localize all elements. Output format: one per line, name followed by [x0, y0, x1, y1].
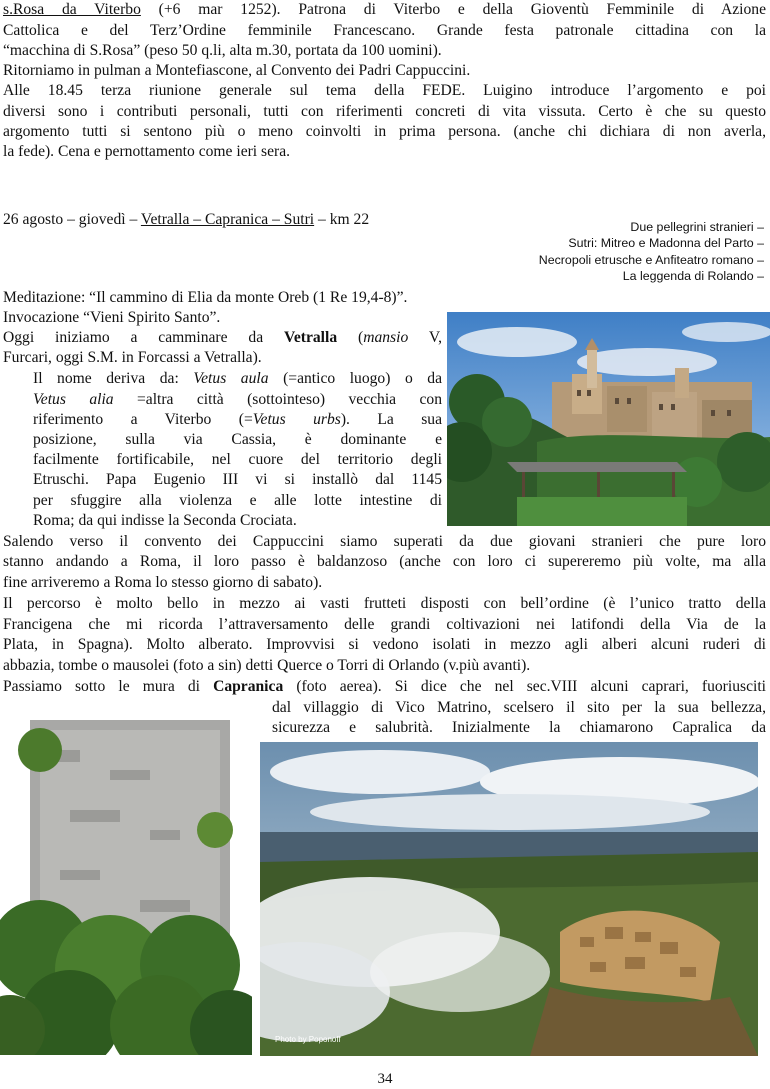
capranica-line-1: [3, 677, 766, 696]
salendo-line-3: fine arriveremo a Roma lo stesso giorno di sabato).: [3, 574, 323, 591]
caption-1: Due pellegrini stranieri –: [630, 220, 764, 234]
vetralla-bold: Vetralla: [284, 329, 338, 346]
intro-line-4: Ritorniamo in pulman a Montefiascone, al Convento dei Padri Cappuccini.: [3, 62, 471, 79]
oggi-line: [3, 328, 442, 347]
vetralla-photo: [447, 312, 770, 526]
nome-line-4: posizione, sulla via Cassia, è dominante e: [33, 431, 442, 448]
capranica-aerial-image: [260, 742, 758, 1056]
intro-line-1-rest: (+6 mar 1252). Patrona di Viterbo e della Gioventù Femminile di Azione: [158, 1, 766, 18]
day-heading-date: 26 agosto – giovedì –: [3, 211, 138, 228]
percorso-line-1: Il percorso è molto bello in mezzo ai vasti frutteti disposti con bell’ordine (è l’unico tratto della: [3, 595, 766, 612]
vetus-alia: Vetus alia: [33, 391, 114, 408]
oggi-text-2: V,: [428, 329, 443, 346]
caption-3: Necropoli etrusche e Anfiteatro romano –: [538, 253, 764, 267]
photo-credit: Photo by Poponoff: [275, 1035, 341, 1044]
intro-line-7: argomento tutti si sentono più o meno coinvolti in prima persona. (anche chi dichiara di non averla,: [3, 123, 766, 140]
nome-line-3-b: ). La sua: [340, 411, 443, 428]
furcari-line: Furcari, oggi S.M. in Forcassi a Vetralla).: [3, 349, 262, 366]
percorso-line-4: abbazia, tombe o mausolei (foto a sin) detti Querce o Torri di Orlando (v.più avanti).: [3, 657, 531, 674]
nome-line-1: [33, 369, 442, 388]
oggi-paren: (: [358, 329, 364, 346]
intro-line-8: la fede). Cena e pernottamento come ieri sera.: [3, 143, 291, 160]
percorso-line-2: Francigena che mi ricorda l’attraversamento delle grandi coltivazioni nei latifondi della Via de la: [3, 616, 766, 633]
capranica-aerial-photo: [260, 742, 758, 1056]
page-number: 34: [377, 1071, 393, 1087]
intro-line-6: diversi sono i contributi personali, tutti con riferimenti concreti di vita vissuta. Certo è che su questo: [3, 103, 766, 120]
oggi-text: Oggi iniziamo a camminare da: [3, 329, 264, 346]
day-heading-route: Vetralla – Capranica – Sutri: [140, 211, 315, 228]
vetus-aula: Vetus aula: [193, 370, 269, 387]
intro-line-2: Cattolica e del Terz’Ordine femminile Francescano. Grande festa patronale cittadina con la: [3, 22, 766, 39]
caption-4: La leggenda di Rolando –: [622, 269, 764, 283]
salendo-line-1: Salendo verso il convento dei Cappuccini siamo superati da due giovani stranieri che pure loro: [3, 533, 766, 550]
tower-photo: [0, 710, 252, 1055]
intro-line-3: “macchina di S.Rosa” (peso 50 q.li, alta m.30, portata da 100 uomini).: [3, 42, 442, 59]
nome-line-1-b: (=antico luogo) o da: [283, 370, 443, 387]
invocazione-line: Invocazione “Vieni Spirito Santo”.: [3, 309, 221, 326]
day-heading-distance: – km 22: [318, 211, 370, 228]
intro-line-1: [3, 0, 766, 19]
capranica-bold: Capranica: [213, 678, 284, 695]
nome-line-7: per sfuggire alla violenza e alle lotte intestine di: [33, 492, 442, 509]
vetus-urbs: Vetus urbs: [252, 411, 341, 428]
meditazione-line: Meditazione: “Il cammino di Elia da monte Oreb (1 Re 19,4-8)”.: [3, 289, 408, 306]
percorso-line-3: Plata, in Spagna). Molto alberato. Improvvisi si vedono isolati in mezzo agli alberi alcuni ruderi di: [3, 636, 766, 653]
vetralla-landscape-image: [447, 312, 770, 526]
torre-orlando-image: [0, 710, 252, 1055]
mansio-italic: mansio: [363, 329, 409, 346]
caption-2: Sutri: Mitreo e Madonna del Parto –: [568, 236, 764, 250]
nome-line-2-b: =altra città (sottointeso) vecchia con: [136, 391, 442, 408]
santa-rosa-link-text: s.Rosa da Viterbo: [3, 1, 141, 18]
nome-line-3-a: riferimento a Viterbo (=: [33, 411, 253, 428]
nome-line-6: Etruschi. Papa Eugenio III vi si installò dal 1145: [33, 471, 442, 488]
nome-line-3: [33, 410, 442, 429]
nome-line-8: Roma; da qui indisse la Seconda Crociata.: [33, 512, 297, 529]
salendo-line-2: stanno andando a Roma, il loro passo è baldanzoso (anche con loro ci supereremo più volte, ma alla: [3, 553, 766, 570]
capranica-line-3: sicurezza e salubrità. Inizialmente la chiamarono Capralica da: [272, 719, 766, 736]
capranica-text-a: Passiamo sotto le mura di: [3, 678, 200, 695]
nome-line-1-a: Il nome deriva da:: [33, 370, 179, 387]
nome-line-5: facilmente fortificabile, nel cuore del territorio degli: [33, 451, 442, 468]
capranica-line-2: dal villaggio di Vico Matrino, scelsero il sito per la sua bellezza,: [272, 699, 766, 716]
nome-line-2: [33, 390, 442, 409]
capranica-text-b: (foto aerea). Si dice che nel sec.VIII alcuni caprari, fuoriusciti: [296, 678, 766, 695]
intro-line-5: Alle 18.45 terza riunione generale sul tema della FEDE. Luigino introduce l’argomento e poi: [3, 82, 766, 99]
